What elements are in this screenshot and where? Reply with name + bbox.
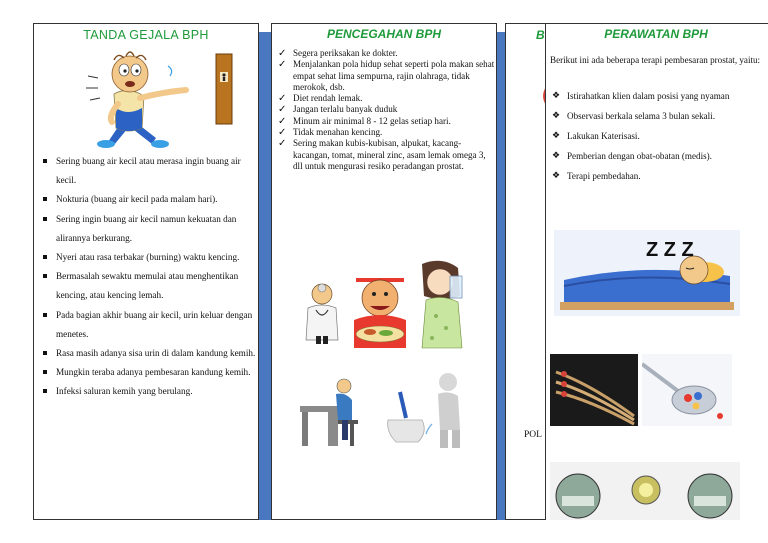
check-icon: ✓ <box>278 127 287 139</box>
symptom-list <box>42 152 256 402</box>
panel-treatment <box>545 23 768 520</box>
diamond-bullet-icon: ❖ <box>552 111 561 121</box>
check-icon: ✓ <box>278 48 287 59</box>
diamond-bullet-icon: ❖ <box>552 151 561 161</box>
eating-man-illustration <box>350 268 410 350</box>
medicine-pills-photo <box>642 354 732 426</box>
list-item: ✓ Jangan terlalu banyak duduk <box>278 104 398 116</box>
list-item: Infeksi saluran kemih yang berulang. <box>42 382 256 401</box>
panel-title: TANDA GEJALA BPH <box>83 28 209 42</box>
list-item: ✓ Sering makan kubis-kubisan, alpukat, kacang-kacangan, tomat, mineral zinc, asam lemak omega 3, dll untuk mengurasi resiko peradangan prostat. <box>278 138 486 171</box>
panel-title: PENCEGAHAN BPH <box>326 27 441 41</box>
check-icon: ✓ <box>278 138 287 150</box>
drinking-water-illustration <box>412 256 474 352</box>
prevention-list <box>278 48 496 172</box>
text-fragment: POL <box>524 430 542 440</box>
surgery-illustration <box>550 462 740 520</box>
doctor-illustration <box>300 280 344 346</box>
list-item: ❖ Terapi pembedahan. <box>552 171 641 181</box>
diamond-bullet-icon: ❖ <box>552 91 561 101</box>
toilet-illustration <box>382 370 474 450</box>
diamond-bullet-icon: ❖ <box>552 171 561 181</box>
list-item: Sering ingin buang air kecil namun kekuatan dan alirannya berkurang. <box>42 210 256 248</box>
list-item: Bermasalah sewaktu memulai atau menghentikan kencing, atau kencing lemah. <box>42 267 256 305</box>
list-item: ❖ Pemberian dengan obat-obatan (medis). <box>552 151 712 161</box>
treatment-list <box>552 90 767 190</box>
list-item: ✓ Tidak menahan kencing. <box>278 127 383 139</box>
list-item: ❖ Observasi berkala selama 3 bulan sekali. <box>552 111 715 121</box>
panel-symptoms <box>33 23 259 520</box>
sleeping-man-illustration <box>554 230 740 316</box>
catheter-photo <box>550 354 638 426</box>
panel-fold-1 <box>259 32 271 520</box>
zzz-text: Z Z Z <box>646 239 694 261</box>
list-item: ❖ Lakukan Katerisasi. <box>552 131 640 141</box>
check-icon: ✓ <box>278 104 287 116</box>
list-item: Rasa masih adanya sisa urin di dalam kandung kemih. <box>42 344 256 363</box>
check-icon: ✓ <box>278 59 287 71</box>
check-icon: ✓ <box>278 115 287 127</box>
panel-title: PERAWATAN BPH <box>604 27 708 41</box>
list-item: Sering buang air kecil atau merasa ingin buang air kecil. <box>42 152 256 190</box>
check-icon: ✓ <box>278 93 287 105</box>
list-item: Pada bagian akhir buang air kecil, urin keluar dengan menetes. <box>42 306 256 344</box>
list-item: ✓ Minum air minimal 8 - 12 gelas setiap hari. <box>278 115 451 127</box>
list-item: Mungkin teraba adanya pembesaran kandung kemih. <box>42 363 256 382</box>
list-item: ✓ Diet rendah lemak. <box>278 93 363 105</box>
list-item: ❖ Istirahatkan klien dalam posisi yang nyaman <box>552 91 730 101</box>
panel-prevention <box>271 23 497 520</box>
panel-title-fragment: B <box>536 28 545 42</box>
list-item: ✓ Segera periksakan ke dokter. <box>278 48 398 59</box>
list-item: ✓ Menjalankan pola hidup sehat seperti pola makan sehat empat sehat lima sempurna, rajin olahraga, tidak merokok, dsb. <box>278 59 495 92</box>
intro-text: Berikut ini ada beberapa terapi pembesaran prostat, yaitu: <box>550 55 761 65</box>
list-item: Nokturia (buang air kecil pada malam hari). <box>42 190 256 209</box>
list-item: Nyeri atau rasa terbakar (burning) waktu kencing. <box>42 248 256 267</box>
urgent-man-illustration <box>68 46 238 152</box>
diamond-bullet-icon: ❖ <box>552 131 561 141</box>
sitting-at-desk-illustration <box>298 376 362 448</box>
